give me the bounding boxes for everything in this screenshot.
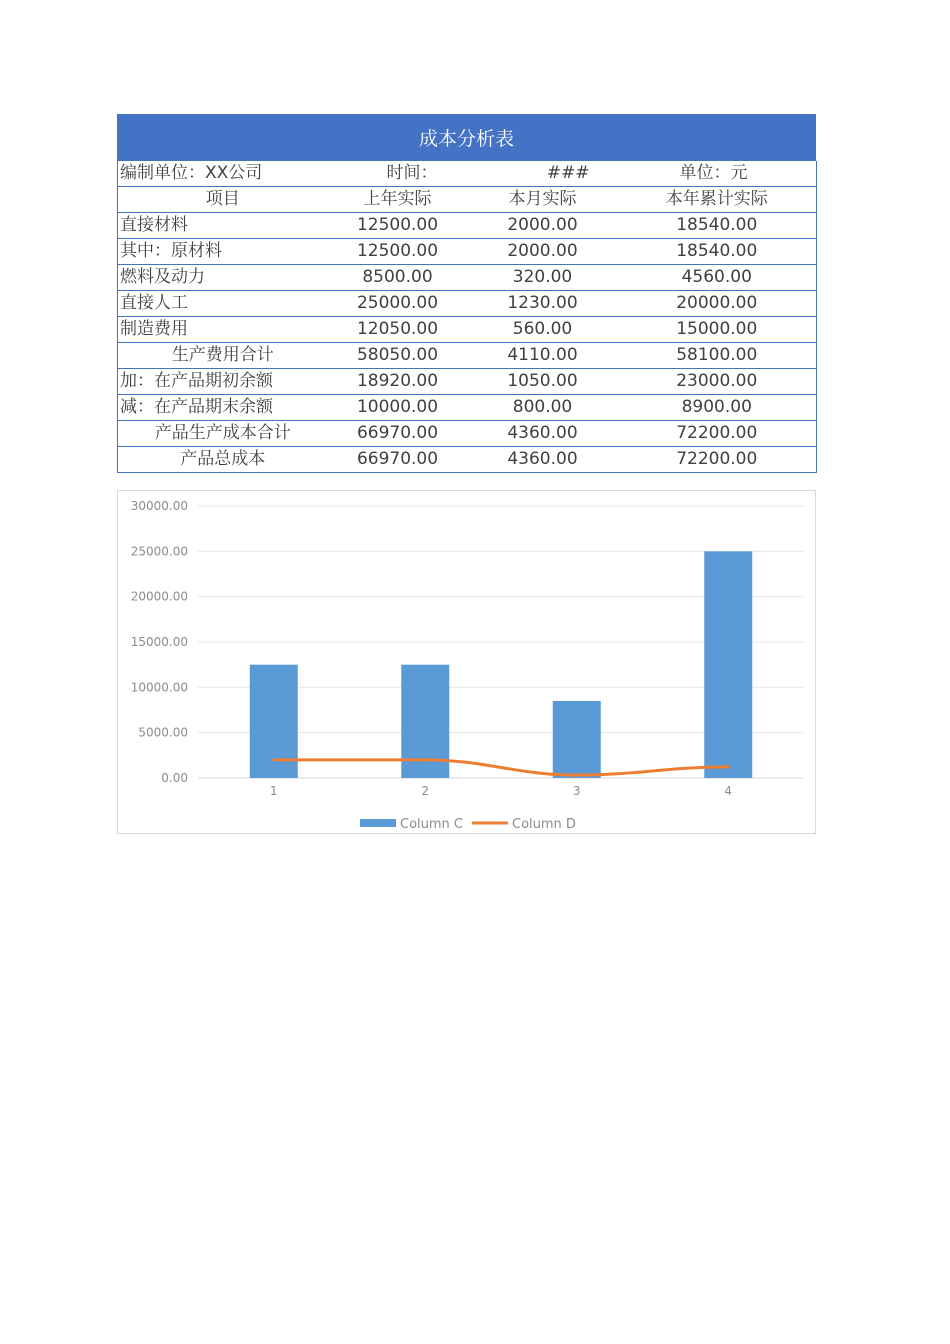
row-ytd: 20000.00 <box>618 291 817 317</box>
row-ytd: 72200.00 <box>618 447 817 473</box>
row-ytd: 72200.00 <box>618 421 817 447</box>
table-row <box>118 213 817 239</box>
row-this-month: 320.00 <box>468 265 618 291</box>
y-tick-label: 20000.00 <box>130 589 188 604</box>
unit-label: 编制单位：XX公司 <box>118 161 328 187</box>
row-prev-year: 66970.00 <box>328 421 468 447</box>
header-item: 项目 <box>118 187 328 213</box>
row-item: 直接人工 <box>118 291 328 317</box>
cost-table <box>117 161 817 473</box>
row-prev-year: 25000.00 <box>328 291 468 317</box>
table-row <box>118 369 817 395</box>
report-title: 成本分析表 <box>117 114 816 161</box>
row-this-month: 1230.00 <box>468 291 618 317</box>
y-tick-label: 30000.00 <box>130 499 188 513</box>
row-item: 其中：原材料 <box>118 239 328 265</box>
table-row <box>118 291 817 317</box>
cost-analysis-sheet <box>117 114 816 473</box>
legend-label-bar: Column C <box>400 817 463 832</box>
time-value: ### <box>468 161 618 187</box>
series-line <box>274 760 729 775</box>
y-tick-label: 0.00 <box>161 771 188 785</box>
row-item: 产品总成本 <box>118 447 328 473</box>
table-row <box>118 343 817 369</box>
line-point <box>273 759 274 760</box>
row-item: 减：在产品期末余额 <box>118 395 328 421</box>
bar <box>704 551 752 778</box>
row-prev-year: 10000.00 <box>328 395 468 421</box>
row-this-month: 2000.00 <box>468 239 618 265</box>
line-point <box>425 759 426 760</box>
row-this-month: 560.00 <box>468 317 618 343</box>
x-tick-label: 3 <box>572 784 581 798</box>
currency-label: 单位：元 <box>618 161 817 187</box>
y-tick-label: 15000.00 <box>130 635 188 649</box>
row-this-month: 2000.00 <box>468 213 618 239</box>
row-this-month: 1050.00 <box>468 369 618 395</box>
row-prev-year: 12500.00 <box>328 213 468 239</box>
y-tick-label: 25000.00 <box>130 544 188 559</box>
row-ytd: 8900.00 <box>618 395 817 421</box>
row-item: 燃料及动力 <box>118 265 328 291</box>
row-prev-year: 66970.00 <box>328 447 468 473</box>
table-row <box>118 265 817 291</box>
y-tick-label: 5000.00 <box>138 725 188 740</box>
line-point <box>728 766 729 767</box>
row-ytd: 58100.00 <box>618 343 817 369</box>
row-ytd: 23000.00 <box>618 369 817 395</box>
x-tick-label: 2 <box>421 784 430 798</box>
y-tick-label: 10000.00 <box>130 680 188 695</box>
row-this-month: 800.00 <box>468 395 618 421</box>
row-prev-year: 12500.00 <box>328 239 468 265</box>
row-ytd: 4560.00 <box>618 265 817 291</box>
header-ytd: 本年累计实际 <box>618 187 817 213</box>
time-label: 时间： <box>328 161 468 187</box>
line-point <box>576 775 577 776</box>
row-this-month: 4360.00 <box>468 447 618 473</box>
row-this-month: 4360.00 <box>468 421 618 447</box>
cost-chart <box>117 490 816 834</box>
x-tick-label: 4 <box>724 784 733 798</box>
table-row <box>118 317 817 343</box>
row-prev-year: 12050.00 <box>328 317 468 343</box>
row-prev-year: 18920.00 <box>328 369 468 395</box>
table-row <box>118 447 817 473</box>
row-ytd: 18540.00 <box>618 213 817 239</box>
header-this-month: 本月实际 <box>468 187 618 213</box>
row-prev-year: 8500.00 <box>328 265 468 291</box>
row-item: 产品生产成本合计 <box>118 421 328 447</box>
row-item: 制造费用 <box>118 317 328 343</box>
table-row <box>118 395 817 421</box>
row-item: 加：在产品期初余额 <box>118 369 328 395</box>
table-row <box>118 421 817 447</box>
row-item: 生产费用合计 <box>118 343 328 369</box>
row-ytd: 15000.00 <box>618 317 817 343</box>
header-prev-year: 上年实际 <box>328 187 468 213</box>
row-item: 直接材料 <box>118 213 328 239</box>
row-this-month: 4110.00 <box>468 343 618 369</box>
table-row <box>118 239 817 265</box>
legend-label-line: Column D <box>512 817 576 832</box>
header-row <box>118 187 817 213</box>
chart-svg <box>118 491 817 835</box>
legend-swatch-bar <box>360 819 396 827</box>
bar <box>553 701 601 778</box>
x-tick-label: 1 <box>269 784 278 798</box>
row-prev-year: 58050.00 <box>328 343 468 369</box>
meta-row <box>118 161 817 187</box>
row-ytd: 18540.00 <box>618 239 817 265</box>
